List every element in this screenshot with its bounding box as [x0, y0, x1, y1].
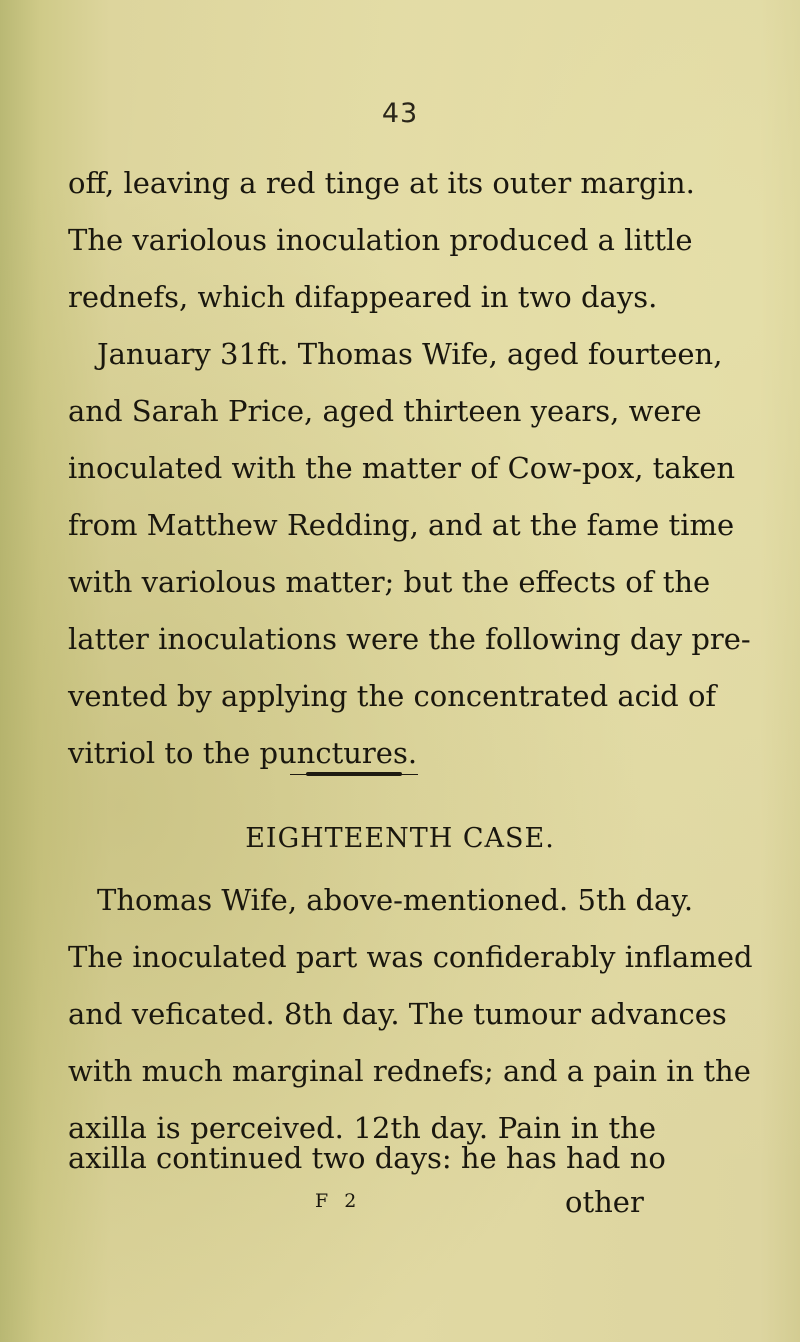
text-line: latter inoculations were the following day pre- — [68, 622, 751, 656]
text-line: Thomas Wife, above-mentioned. 5th day. — [97, 883, 694, 917]
text-line: vitriol to the punctures. — [68, 736, 418, 770]
page-number: 43 — [381, 98, 419, 129]
signature-mark: F 2 — [315, 1190, 362, 1212]
text-line: January 31ft. Thomas Wife, aged fourteen, — [97, 337, 723, 371]
section-divider — [290, 771, 418, 777]
text-line: vented by applying the concentrated acid of — [68, 679, 717, 713]
text-line: The variolous inoculation produced a little — [68, 223, 693, 257]
text-line: with much marginal rednefs; and a pain in the — [68, 1054, 751, 1088]
text-line: axilla is perceived. 12th day. Pain in the — [68, 1111, 656, 1145]
text-line: from Matthew Redding, and at the fame time — [68, 508, 735, 542]
text-line: and veficated. 8th day. The tumour advances — [68, 997, 727, 1031]
text-line: The inoculated part was confiderably inflamed — [68, 940, 753, 974]
section-heading: EIGHTEENTH CASE. — [245, 823, 555, 854]
text-line: axilla continued two days: he has had no — [68, 1141, 666, 1175]
text-line: off, leaving a red tinge at its outer margin. — [68, 166, 695, 200]
catchword: other — [565, 1185, 644, 1219]
text-line: rednefs, which difappeared in two days. — [68, 280, 658, 314]
text-line: with variolous matter; but the effects of the — [68, 565, 711, 599]
text-line: inoculated with the matter of Cow-pox, taken — [68, 451, 736, 485]
text-line: and Sarah Price, aged thirteen years, were — [68, 394, 702, 428]
